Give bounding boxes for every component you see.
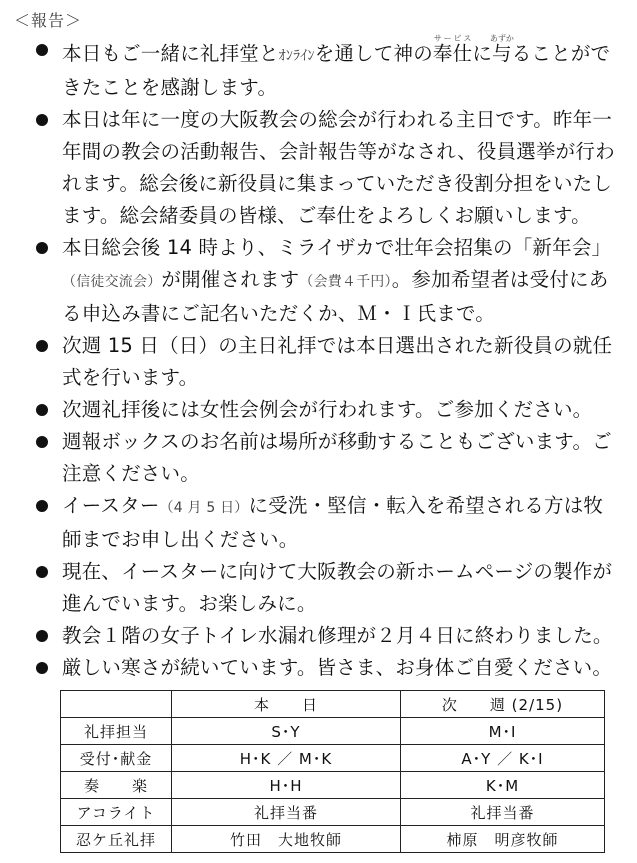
bullet-icon xyxy=(36,436,48,448)
item-text: を通して神の xyxy=(314,42,433,65)
item-text: に xyxy=(472,42,493,65)
table-row xyxy=(61,718,605,745)
bullet-icon xyxy=(36,242,48,254)
list-item xyxy=(0,652,637,684)
item-text: に受洗・堅信・転入を希望される方は牧師までお申し出ください。 xyxy=(62,494,604,551)
section-heading: ＜報告＞ xyxy=(14,11,83,30)
list-item xyxy=(0,330,637,394)
row-label: アコライト xyxy=(61,799,172,826)
item-text: 。参加希望者は受付にある申込み書にご記名いただくか、Ｍ・Ｉ氏まで。 xyxy=(62,268,609,325)
cell-next: A･Y ／ K･I xyxy=(401,745,605,772)
list-item xyxy=(0,556,637,620)
row-label: 受付･献金 xyxy=(61,745,172,772)
cell-today: 竹田 大地牧師 xyxy=(172,826,401,853)
ruby-reading: あずか xyxy=(489,34,514,43)
item-text: 次週礼拝後には女性会例会が行われます。ご参加ください。 xyxy=(62,398,593,421)
table-row xyxy=(61,745,605,772)
list-item xyxy=(0,490,637,556)
table-header-row xyxy=(61,691,605,718)
cell-next: 柿原 明彦牧師 xyxy=(401,826,605,853)
item-text: 本日総会後 14 時より、ミライザカで壮年会招集の「新年会」 xyxy=(62,236,612,259)
cell-today: 礼拝当番 xyxy=(172,799,401,826)
bullet-icon xyxy=(36,662,48,674)
cell-today: H･H xyxy=(172,772,401,799)
table-row xyxy=(61,772,605,799)
item-text: 本日もご一緒に礼拝堂と xyxy=(62,42,279,65)
report-list xyxy=(0,34,637,684)
bullet-icon xyxy=(36,566,48,578)
ruby-word xyxy=(489,34,514,65)
list-item xyxy=(0,104,637,232)
item-text: 次週 15 日（日）の主日礼拝では本日選出された新役員の就任式を行います。 xyxy=(62,334,613,389)
item-text: 週報ボックスのお名前は場所が移動することもございます。ご注意ください。 xyxy=(62,430,612,485)
bullet-icon xyxy=(36,404,48,416)
row-label: 忍ケ丘礼拝 xyxy=(61,826,172,853)
cell-today: H･K ／ M･K xyxy=(172,745,401,772)
item-text: イースター xyxy=(62,494,160,517)
ruby-base: 与 xyxy=(489,42,514,65)
bullet-icon xyxy=(36,114,48,126)
schedule-table xyxy=(60,690,605,853)
ruby-word xyxy=(432,34,473,65)
cell-today: S･Y xyxy=(172,718,401,745)
cell-next: 礼拝当番 xyxy=(401,799,605,826)
table-row xyxy=(61,826,605,853)
bullet-icon xyxy=(36,44,48,56)
list-item xyxy=(0,232,637,330)
list-item xyxy=(0,34,637,104)
table-row xyxy=(61,799,605,826)
cell-next: M･I xyxy=(401,718,605,745)
ruby-reading: サービス xyxy=(432,34,473,43)
item-text-small: （4 月 5 日） xyxy=(159,500,249,516)
item-text: 厳しい寒さが続いています。皆さま、お身体ご自愛ください。 xyxy=(62,656,613,679)
cell-next: K･M xyxy=(401,772,605,799)
item-text: ることができたことを感謝します。 xyxy=(62,42,611,99)
item-text-small: （信徒交流会） xyxy=(62,274,162,290)
table-corner-cell xyxy=(61,691,172,718)
item-text: 教会１階の女子トイレ水漏れ修理が２月４日に終わりました。 xyxy=(62,624,613,647)
ruby-base: 奉仕 xyxy=(432,42,473,65)
bullet-icon xyxy=(36,630,48,642)
item-text-small: ｵﾝﾗｲﾝ xyxy=(278,48,315,64)
item-text: 現在、イースターに向けて大阪教会の新ホームページの製作が進んでいます。お楽しみに。 xyxy=(62,560,613,615)
item-text: が開催されます xyxy=(161,268,300,291)
list-item xyxy=(0,620,637,652)
list-item xyxy=(0,426,637,490)
bullet-icon xyxy=(36,340,48,352)
item-text: 本日は年に一度の大阪教会の総会が行われる主日です。昨年一年間の教会の活動報告、会計報告等がなされ、役員選挙が行われます。総会後に新役員に集まっていただき役割分担をいたします。総会緒委員の皆様、ご奉仕をよろしくお願いします。 xyxy=(62,108,615,227)
item-text-small: （会費４千円） xyxy=(299,274,392,290)
row-label: 奏 楽 xyxy=(61,772,172,799)
list-item xyxy=(0,394,637,426)
column-header-today: 本 日 xyxy=(172,691,401,718)
row-label: 礼拝担当 xyxy=(61,718,172,745)
bullet-icon xyxy=(36,500,48,512)
column-header-next-week: 次 週 (2/15) xyxy=(401,691,605,718)
